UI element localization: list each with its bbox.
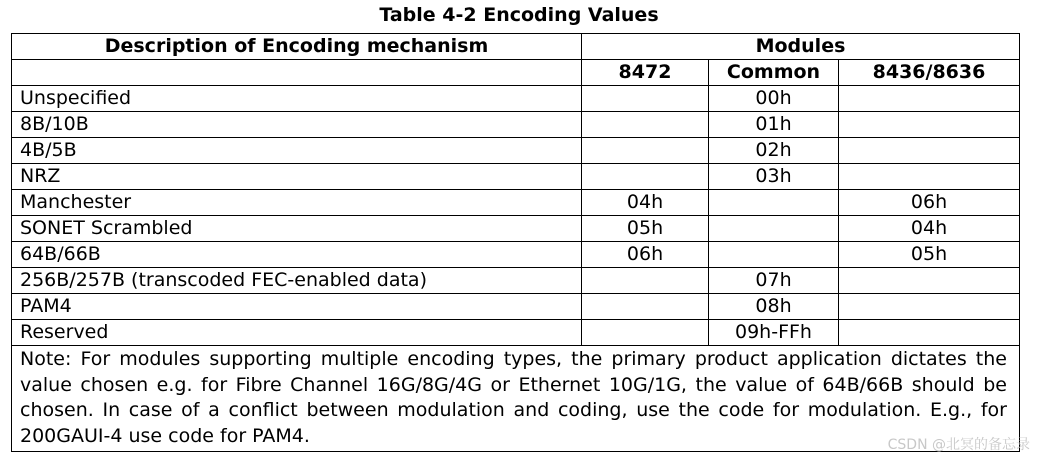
- table-row: [12, 216, 1020, 242]
- row-8436-value: [839, 268, 1020, 294]
- row-8472-value: 04h: [582, 190, 709, 216]
- row-common-value: [709, 216, 839, 242]
- row-description: 64B/66B: [12, 242, 582, 268]
- header-row-2: [12, 60, 1020, 86]
- row-common-value: 07h: [709, 268, 839, 294]
- row-description: PAM4: [12, 294, 582, 320]
- table-row: [12, 190, 1020, 216]
- row-8472-value: [582, 320, 709, 346]
- row-description: Manchester: [12, 190, 582, 216]
- row-common-value: 00h: [709, 86, 839, 112]
- row-description: Reserved: [12, 320, 582, 346]
- header-row-1: [12, 34, 1020, 60]
- table-row: [12, 268, 1020, 294]
- table-row: [12, 138, 1020, 164]
- table-row: [12, 86, 1020, 112]
- row-8436-value: [839, 294, 1020, 320]
- row-8472-value: 06h: [582, 242, 709, 268]
- row-8436-value: [839, 86, 1020, 112]
- row-8436-value: 05h: [839, 242, 1020, 268]
- row-8472-value: [582, 138, 709, 164]
- row-8472-value: 05h: [582, 216, 709, 242]
- row-8472-value: [582, 112, 709, 138]
- table-caption: Table 4-2 Encoding Values: [379, 4, 659, 26]
- row-common-value: [709, 242, 839, 268]
- row-description: NRZ: [12, 164, 582, 190]
- row-common-value: 01h: [709, 112, 839, 138]
- table-note: Note: For modules supporting multiple encoding types, the primary product application dictates the value chosen e.g. for Fibre Channel 16G/8G/4G or Ethernet 10G/1G, the value of 64B/66B should be chosen. In case of a conflict between modulation and coding, use the code for modulation. E.g., for 200GAUI-4 use code for PAM4.: [12, 346, 1020, 452]
- row-8436-value: [839, 138, 1020, 164]
- table-row: [12, 294, 1020, 320]
- table-row: [12, 164, 1020, 190]
- row-common-value: 08h: [709, 294, 839, 320]
- watermark: CSDN @北冥的备忘录: [887, 437, 1030, 453]
- row-common-value: 09h-FFh: [709, 320, 839, 346]
- row-8436-value: [839, 112, 1020, 138]
- header-modules: Modules: [582, 34, 1020, 60]
- row-description: SONET Scrambled: [12, 216, 582, 242]
- header-8472: 8472: [582, 60, 709, 86]
- header-description-blank: [12, 60, 582, 86]
- row-description: 256B/257B (transcoded FEC-enabled data): [12, 268, 582, 294]
- table-row: [12, 242, 1020, 268]
- table-row: [12, 112, 1020, 138]
- encoding-values-table: [11, 33, 1020, 452]
- row-8436-value: 04h: [839, 216, 1020, 242]
- row-8436-value: [839, 320, 1020, 346]
- row-common-value: [709, 190, 839, 216]
- row-8472-value: [582, 86, 709, 112]
- note-row: [12, 346, 1020, 452]
- row-8436-value: 06h: [839, 190, 1020, 216]
- row-8472-value: [582, 268, 709, 294]
- row-common-value: 03h: [709, 164, 839, 190]
- header-8436-8636: 8436/8636: [839, 60, 1020, 86]
- header-common: Common: [709, 60, 839, 86]
- header-description: Description of Encoding mechanism: [12, 34, 582, 60]
- row-8472-value: [582, 294, 709, 320]
- row-8436-value: [839, 164, 1020, 190]
- row-8472-value: [582, 164, 709, 190]
- row-description: Unspecified: [12, 86, 582, 112]
- row-description: 8B/10B: [12, 112, 582, 138]
- table-row: [12, 320, 1020, 346]
- row-description: 4B/5B: [12, 138, 582, 164]
- row-common-value: 02h: [709, 138, 839, 164]
